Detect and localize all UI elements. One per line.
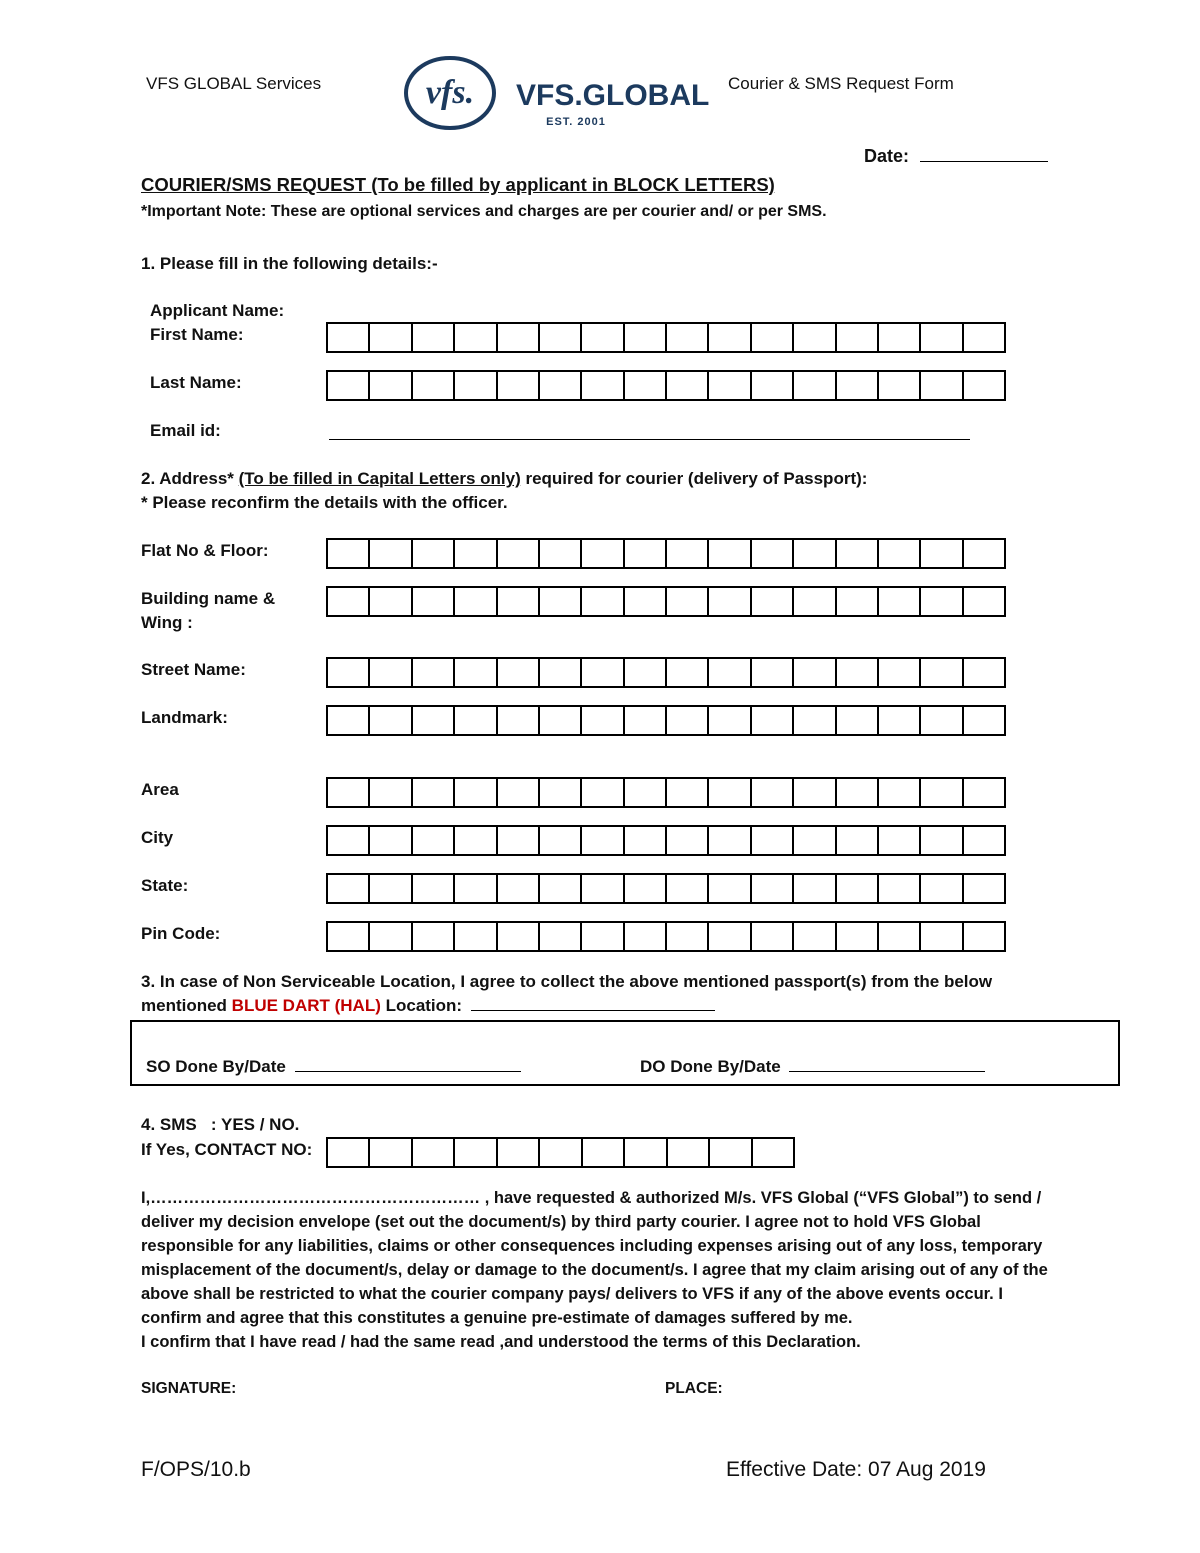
date-line[interactable] xyxy=(920,161,1048,162)
signature-label: SIGNATURE: xyxy=(141,1380,237,1397)
declaration-paragraph: I,…………………………………………………… , have requested & authorized M/s. VFS Global (“VFS Global”) to send / deliver my decision envelope (set out the document/s) by third party courier. I agree not to hold VFS Global responsible for any liabilities, claims or other consequences including expenses arising out of any loss, temporary misplacement of the document/s, delay or damage to the document/s. I agree that my claim arising out of any of the above shall be restricted to what the courier company pays/ delivers to VFS if any of the above events occur. I confirm and agree that this constitutes a genuine pre-estimate of damages suffered by me. xyxy=(141,1189,1048,1327)
section2-heading-prefix: 2. Address* xyxy=(141,469,239,488)
first-name-label: First Name: xyxy=(150,325,244,344)
first-name-boxes[interactable] xyxy=(326,322,1006,353)
form-code: F/OPS/10.b xyxy=(141,1458,251,1481)
contact-label: If Yes, CONTACT NO: xyxy=(141,1140,313,1159)
street-boxes[interactable] xyxy=(326,657,1006,688)
state-boxes[interactable] xyxy=(326,873,1006,904)
so-done-line[interactable] xyxy=(295,1071,521,1072)
building-label-line1: Building name & xyxy=(141,589,276,608)
do-done-label: DO Done By/Date xyxy=(640,1057,781,1076)
so-done-label: SO Done By/Date xyxy=(146,1057,286,1076)
declaration-confirm: I confirm that I have read / had the same read ,and understood the terms of this Declaration. xyxy=(141,1333,861,1351)
pin-label: Pin Code: xyxy=(141,924,221,943)
section1-heading: 1. Please fill in the following details:- xyxy=(141,254,438,273)
area-label: Area xyxy=(141,780,179,799)
logo-mark-text: vfs. xyxy=(425,74,475,111)
street-label: Street Name: xyxy=(141,660,246,679)
vfs-logo xyxy=(404,55,714,131)
section3-line2 xyxy=(141,996,715,1016)
section3-line2-suffix: Location: xyxy=(380,996,463,1015)
applicant-name-label: Applicant Name: xyxy=(150,301,285,320)
section2-heading-underlined: (To be filled in Capital Letters only) xyxy=(238,469,521,488)
place-label: PLACE: xyxy=(665,1380,723,1397)
so-done-field[interactable] xyxy=(146,1057,521,1077)
email-label: Email id: xyxy=(150,421,221,440)
date-label: Date: xyxy=(864,146,910,166)
date-field[interactable] xyxy=(864,146,1048,167)
email-line[interactable] xyxy=(329,439,970,440)
office-use-box xyxy=(130,1020,1120,1086)
section3-line2-prefix: mentioned xyxy=(141,996,232,1015)
logo-name-text: VFS.GLOBAL xyxy=(516,79,710,112)
section2-heading xyxy=(141,469,867,489)
form-title: COURIER/SMS REQUEST (To be filled by applicant in BLOCK LETTERS) xyxy=(141,174,775,195)
blue-dart-highlight: BLUE DART (HAL) xyxy=(231,996,381,1015)
reconfirm-note: * Please reconfirm the details with the officer. xyxy=(141,493,508,512)
header-right-text: Courier & SMS Request Form xyxy=(728,74,954,93)
landmark-boxes[interactable] xyxy=(326,705,1006,736)
contact-boxes[interactable] xyxy=(326,1137,795,1168)
declaration xyxy=(141,1186,1056,1354)
area-boxes[interactable] xyxy=(326,777,1006,808)
last-name-label: Last Name: xyxy=(150,373,242,392)
logo-est-text: EST. 2001 xyxy=(546,116,606,128)
city-label: City xyxy=(141,828,174,847)
pin-boxes[interactable] xyxy=(326,921,1006,952)
header-left-text: VFS GLOBAL Services xyxy=(146,74,322,93)
state-label: State: xyxy=(141,876,189,895)
building-boxes[interactable] xyxy=(326,586,1006,617)
section3-line1: 3. In case of Non Serviceable Location, I agree to collect the above mentioned passport(s) from the below xyxy=(141,972,993,991)
do-done-line[interactable] xyxy=(789,1071,985,1072)
city-boxes[interactable] xyxy=(326,825,1006,856)
important-note: *Important Note: These are optional services and charges are per courier and/ or per SMS. xyxy=(141,203,827,220)
effective-date: Effective Date: 07 Aug 2019 xyxy=(726,1458,986,1481)
do-done-field[interactable] xyxy=(640,1057,985,1077)
vfs-logo-graphic xyxy=(404,55,714,131)
section2-heading-suffix: required for courier (delivery of Passport): xyxy=(520,469,868,488)
flat-label: Flat No & Floor: xyxy=(141,541,269,560)
flat-boxes[interactable] xyxy=(326,538,1006,569)
location-line[interactable] xyxy=(471,1010,715,1011)
sms-line: 4. SMS : YES / NO. xyxy=(141,1115,300,1134)
last-name-boxes[interactable] xyxy=(326,370,1006,401)
building-label-line2: Wing : xyxy=(141,613,193,632)
landmark-label: Landmark: xyxy=(141,708,228,727)
